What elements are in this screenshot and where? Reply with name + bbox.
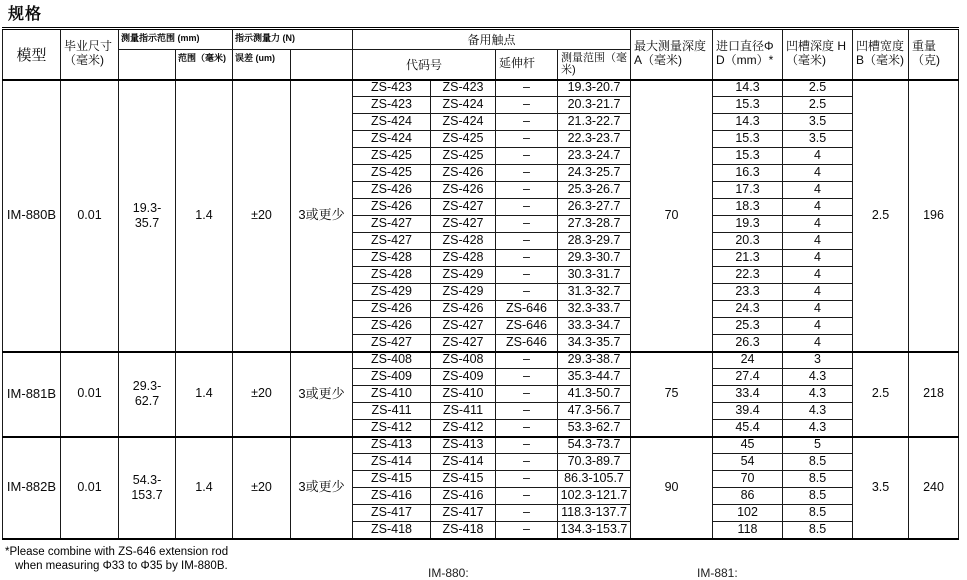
contact-code-1-cell: ZS-426	[353, 199, 431, 216]
extension-rod-cell: –	[496, 97, 558, 114]
contact-code-1-cell: ZS-409	[353, 369, 431, 386]
extension-rod-cell: –	[496, 471, 558, 488]
contact-code-2-cell: ZS-425	[431, 148, 496, 165]
contact-code-1-cell: ZS-426	[353, 318, 431, 335]
inlet-dia-cell: 19.3	[713, 216, 783, 233]
extension-rod-cell: ZS-646	[496, 301, 558, 318]
contact-range-cell: 25.3-26.7	[558, 182, 631, 199]
contact-code-2-cell: ZS-415	[431, 471, 496, 488]
groove-depth-cell: 4.3	[783, 403, 853, 420]
header-spare-contacts: 备用触点	[353, 29, 631, 50]
header-contact-range: 测量范围（毫米)	[558, 50, 631, 80]
header-graduation: 毕业尺寸（毫米)	[61, 29, 119, 80]
header-model: 模型	[3, 29, 61, 80]
contact-code-1-cell: ZS-425	[353, 148, 431, 165]
contact-code-1-cell: ZS-423	[353, 80, 431, 97]
contact-code-1-cell: ZS-423	[353, 97, 431, 114]
inlet-dia-cell: 15.3	[713, 131, 783, 148]
contact-range-cell: 134.3-153.7	[558, 522, 631, 539]
groove-depth-cell: 4.3	[783, 420, 853, 437]
header-force-blank	[291, 50, 353, 80]
range-cell: 1.4	[176, 437, 233, 539]
model-name-cell: IM-882B	[3, 437, 61, 539]
range-cell: 1.4	[176, 80, 233, 352]
header-indication-range-blank	[119, 50, 176, 80]
contact-code-1-cell: ZS-410	[353, 386, 431, 403]
contact-code-1-cell: ZS-417	[353, 505, 431, 522]
contact-code-2-cell: ZS-429	[431, 284, 496, 301]
contact-code-1-cell: ZS-414	[353, 454, 431, 471]
groove-depth-cell: 4	[783, 335, 853, 352]
contact-code-1-cell: ZS-413	[353, 437, 431, 454]
contact-code-2-cell: ZS-426	[431, 182, 496, 199]
contact-code-1-cell: ZS-428	[353, 250, 431, 267]
inlet-dia-cell: 22.3	[713, 267, 783, 284]
contact-code-1-cell: ZS-427	[353, 216, 431, 233]
extension-rod-cell: –	[496, 114, 558, 131]
error-cell: ±20	[233, 352, 291, 437]
contact-range-cell: 33.3-34.7	[558, 318, 631, 335]
extension-rod-cell: –	[496, 165, 558, 182]
contact-range-cell: 54.3-73.7	[558, 437, 631, 454]
contact-range-cell: 28.3-29.7	[558, 233, 631, 250]
extension-rod-cell: –	[496, 369, 558, 386]
weight-cell: 240	[909, 437, 959, 539]
contact-range-cell: 41.3-50.7	[558, 386, 631, 403]
model-block	[3, 352, 959, 437]
inlet-dia-cell: 39.4	[713, 403, 783, 420]
contact-range-cell: 31.3-32.7	[558, 284, 631, 301]
max-depth-cell: 90	[631, 437, 713, 539]
inlet-dia-cell: 70	[713, 471, 783, 488]
groove-depth-cell: 8.5	[783, 471, 853, 488]
contact-code-2-cell: ZS-411	[431, 403, 496, 420]
groove-width-cell: 2.5	[853, 80, 909, 352]
header-range-sub: 范围（毫米)	[176, 50, 233, 80]
force-cell: 3或更少	[291, 352, 353, 437]
extension-rod-cell: –	[496, 522, 558, 539]
footnote	[5, 545, 967, 575]
inlet-dia-cell: 16.3	[713, 165, 783, 182]
contact-code-2-cell: ZS-428	[431, 233, 496, 250]
groove-depth-cell: 8.5	[783, 488, 853, 505]
extension-rod-cell: –	[496, 403, 558, 420]
spec-table	[2, 27, 959, 540]
contact-code-1-cell: ZS-424	[353, 114, 431, 131]
max-depth-cell: 75	[631, 352, 713, 437]
inlet-dia-cell: 45.4	[713, 420, 783, 437]
inlet-dia-cell: 25.3	[713, 318, 783, 335]
page-title: 规格	[8, 6, 43, 23]
contact-code-1-cell: ZS-424	[353, 131, 431, 148]
extension-rod-cell: –	[496, 267, 558, 284]
groove-depth-cell: 4.3	[783, 369, 853, 386]
contact-code-2-cell: ZS-418	[431, 522, 496, 539]
max-depth-cell: 70	[631, 80, 713, 352]
footnote-line-1: *Please combine with ZS-646 extension rod	[5, 545, 229, 558]
contact-code-2-cell: ZS-424	[431, 114, 496, 131]
groove-width-cell: 2.5	[853, 352, 909, 437]
contact-code-2-cell: ZS-409	[431, 369, 496, 386]
weight-cell: 218	[909, 352, 959, 437]
contact-code-1-cell: ZS-408	[353, 352, 431, 369]
indication-range-cell: 29.3-62.7	[119, 352, 176, 437]
header-inlet-diameter: 进口直径Φ D（mm）*	[713, 29, 783, 80]
inlet-dia-cell: 86	[713, 488, 783, 505]
groove-depth-cell: 8.5	[783, 505, 853, 522]
contact-range-cell: 35.3-44.7	[558, 369, 631, 386]
inlet-dia-cell: 118	[713, 522, 783, 539]
contact-code-2-cell: ZS-413	[431, 437, 496, 454]
inlet-dia-cell: 23.3	[713, 284, 783, 301]
header-indication-range: 测量指示范围 (mm)	[119, 29, 233, 50]
contact-range-cell: 47.3-56.7	[558, 403, 631, 420]
inlet-dia-cell: 102	[713, 505, 783, 522]
contact-range-cell: 34.3-35.7	[558, 335, 631, 352]
inlet-dia-cell: 27.4	[713, 369, 783, 386]
spec-row	[3, 352, 959, 369]
groove-depth-cell: 8.5	[783, 454, 853, 471]
groove-depth-cell: 4.3	[783, 386, 853, 403]
contact-range-cell: 19.3-20.7	[558, 80, 631, 97]
contact-range-cell: 53.3-62.7	[558, 420, 631, 437]
contact-range-cell: 29.3-38.7	[558, 352, 631, 369]
contact-code-2-cell: ZS-414	[431, 454, 496, 471]
inlet-dia-cell: 14.3	[713, 80, 783, 97]
groove-depth-cell: 4	[783, 148, 853, 165]
contact-code-2-cell: ZS-426	[431, 301, 496, 318]
contact-range-cell: 118.3-137.7	[558, 505, 631, 522]
contact-code-1-cell: ZS-426	[353, 182, 431, 199]
groove-depth-cell: 3	[783, 352, 853, 369]
contact-range-cell: 102.3-121.7	[558, 488, 631, 505]
model-block	[3, 437, 959, 539]
contact-range-cell: 24.3-25.7	[558, 165, 631, 182]
groove-depth-cell: 4	[783, 284, 853, 301]
contact-code-2-cell: ZS-410	[431, 386, 496, 403]
inlet-dia-cell: 15.3	[713, 97, 783, 114]
extension-rod-cell: –	[496, 148, 558, 165]
model-name-cell: IM-881B	[3, 352, 61, 437]
contact-range-cell: 23.3-24.7	[558, 148, 631, 165]
groove-depth-cell: 5	[783, 437, 853, 454]
force-cell: 3或更少	[291, 80, 353, 352]
contact-range-cell: 30.3-31.7	[558, 267, 631, 284]
contact-code-1-cell: ZS-418	[353, 522, 431, 539]
inlet-dia-cell: 15.3	[713, 148, 783, 165]
contact-code-2-cell: ZS-427	[431, 199, 496, 216]
inlet-dia-cell: 21.3	[713, 250, 783, 267]
groove-depth-cell: 4	[783, 216, 853, 233]
extension-rod-cell: –	[496, 131, 558, 148]
spec-row	[3, 80, 959, 97]
contact-code-2-cell: ZS-427	[431, 318, 496, 335]
inlet-dia-cell: 17.3	[713, 182, 783, 199]
inlet-dia-cell: 14.3	[713, 114, 783, 131]
model-name-cell: IM-880B	[3, 80, 61, 352]
contact-range-cell: 86.3-105.7	[558, 471, 631, 488]
extension-rod-cell: –	[496, 352, 558, 369]
contact-code-2-cell: ZS-412	[431, 420, 496, 437]
groove-depth-cell: 2.5	[783, 97, 853, 114]
footnote-line-2: when measuring Φ33 to Φ35 by IM-880B.	[15, 560, 228, 573]
header-max-depth: 最大测量深度 A（毫米)	[631, 29, 713, 80]
header-groove-depth: 凹槽深度 H（毫米)	[783, 29, 853, 80]
contact-code-1-cell: ZS-412	[353, 420, 431, 437]
groove-depth-cell: 4	[783, 250, 853, 267]
extension-rod-cell: –	[496, 386, 558, 403]
header-error-sub: 误差 (um)	[233, 50, 291, 80]
inlet-dia-cell: 24.3	[713, 301, 783, 318]
indication-range-cell: 54.3-153.7	[119, 437, 176, 539]
contact-range-cell: 32.3-33.7	[558, 301, 631, 318]
contact-code-2-cell: ZS-427	[431, 335, 496, 352]
contact-code-1-cell: ZS-426	[353, 301, 431, 318]
extension-rod-cell: –	[496, 488, 558, 505]
contact-code-2-cell: ZS-429	[431, 267, 496, 284]
error-cell: ±20	[233, 437, 291, 539]
contact-range-cell: 70.3-89.7	[558, 454, 631, 471]
contact-code-2-cell: ZS-424	[431, 97, 496, 114]
groove-depth-cell: 4	[783, 301, 853, 318]
contact-range-cell: 26.3-27.7	[558, 199, 631, 216]
inlet-dia-cell: 20.3	[713, 233, 783, 250]
contact-code-1-cell: ZS-427	[353, 233, 431, 250]
contact-range-cell: 21.3-22.7	[558, 114, 631, 131]
groove-depth-cell: 4	[783, 318, 853, 335]
groove-depth-cell: 4	[783, 233, 853, 250]
spec-row	[3, 437, 959, 454]
contact-range-cell: 22.3-23.7	[558, 131, 631, 148]
extension-rod-cell: –	[496, 454, 558, 471]
contact-range-cell: 29.3-30.7	[558, 250, 631, 267]
model-block	[3, 80, 959, 352]
groove-depth-cell: 4	[783, 182, 853, 199]
extension-rod-cell: –	[496, 199, 558, 216]
groove-depth-cell: 4	[783, 165, 853, 182]
extension-rod-cell: –	[496, 505, 558, 522]
extension-rod-cell: ZS-646	[496, 318, 558, 335]
contact-code-2-cell: ZS-417	[431, 505, 496, 522]
inlet-dia-cell: 24	[713, 352, 783, 369]
contact-code-1-cell: ZS-427	[353, 335, 431, 352]
contact-code-2-cell: ZS-425	[431, 131, 496, 148]
groove-depth-cell: 3.5	[783, 131, 853, 148]
extension-rod-cell: –	[496, 80, 558, 97]
inlet-dia-cell: 45	[713, 437, 783, 454]
contact-code-1-cell: ZS-415	[353, 471, 431, 488]
contact-range-cell: 27.3-28.7	[558, 216, 631, 233]
extension-rod-cell: –	[496, 420, 558, 437]
force-cell: 3或更少	[291, 437, 353, 539]
groove-depth-cell: 4	[783, 267, 853, 284]
contact-code-2-cell: ZS-408	[431, 352, 496, 369]
inlet-dia-cell: 54	[713, 454, 783, 471]
header-code-no: 代码号	[353, 50, 496, 80]
groove-width-cell: 3.5	[853, 437, 909, 539]
indication-range-cell: 19.3-35.7	[119, 80, 176, 352]
groove-depth-cell: 2.5	[783, 80, 853, 97]
header-measuring-force: 指示测量力 (N)	[233, 29, 353, 50]
graduation-cell: 0.01	[61, 80, 119, 352]
extension-rod-cell: ZS-646	[496, 335, 558, 352]
inlet-dia-cell: 26.3	[713, 335, 783, 352]
bottom-label-im880: IM-880:	[428, 566, 469, 580]
extension-rod-cell: –	[496, 250, 558, 267]
contact-code-1-cell: ZS-411	[353, 403, 431, 420]
contact-code-2-cell: ZS-423	[431, 80, 496, 97]
inlet-dia-cell: 33.4	[713, 386, 783, 403]
extension-rod-cell: –	[496, 437, 558, 454]
header-row-1	[3, 29, 959, 50]
contact-code-1-cell: ZS-429	[353, 284, 431, 301]
bottom-label-im881: IM-881:	[697, 566, 738, 580]
graduation-cell: 0.01	[61, 437, 119, 539]
extension-rod-cell: –	[496, 284, 558, 301]
header-extension-rod: 延伸杆	[496, 50, 558, 80]
contact-code-2-cell: ZS-416	[431, 488, 496, 505]
contact-code-2-cell: ZS-426	[431, 165, 496, 182]
contact-range-cell: 20.3-21.7	[558, 97, 631, 114]
contact-code-2-cell: ZS-428	[431, 250, 496, 267]
header-groove-width: 凹槽宽度 B（毫米)	[853, 29, 909, 80]
inlet-dia-cell: 18.3	[713, 199, 783, 216]
groove-depth-cell: 3.5	[783, 114, 853, 131]
header-weight: 重量（克)	[909, 29, 959, 80]
groove-depth-cell: 8.5	[783, 522, 853, 539]
weight-cell: 196	[909, 80, 959, 352]
contact-code-2-cell: ZS-427	[431, 216, 496, 233]
contact-code-1-cell: ZS-428	[353, 267, 431, 284]
contact-code-1-cell: ZS-425	[353, 165, 431, 182]
groove-depth-cell: 4	[783, 199, 853, 216]
range-cell: 1.4	[176, 352, 233, 437]
graduation-cell: 0.01	[61, 352, 119, 437]
extension-rod-cell: –	[496, 233, 558, 250]
error-cell: ±20	[233, 80, 291, 352]
extension-rod-cell: –	[496, 216, 558, 233]
table-header	[3, 29, 959, 80]
contact-code-1-cell: ZS-416	[353, 488, 431, 505]
extension-rod-cell: –	[496, 182, 558, 199]
